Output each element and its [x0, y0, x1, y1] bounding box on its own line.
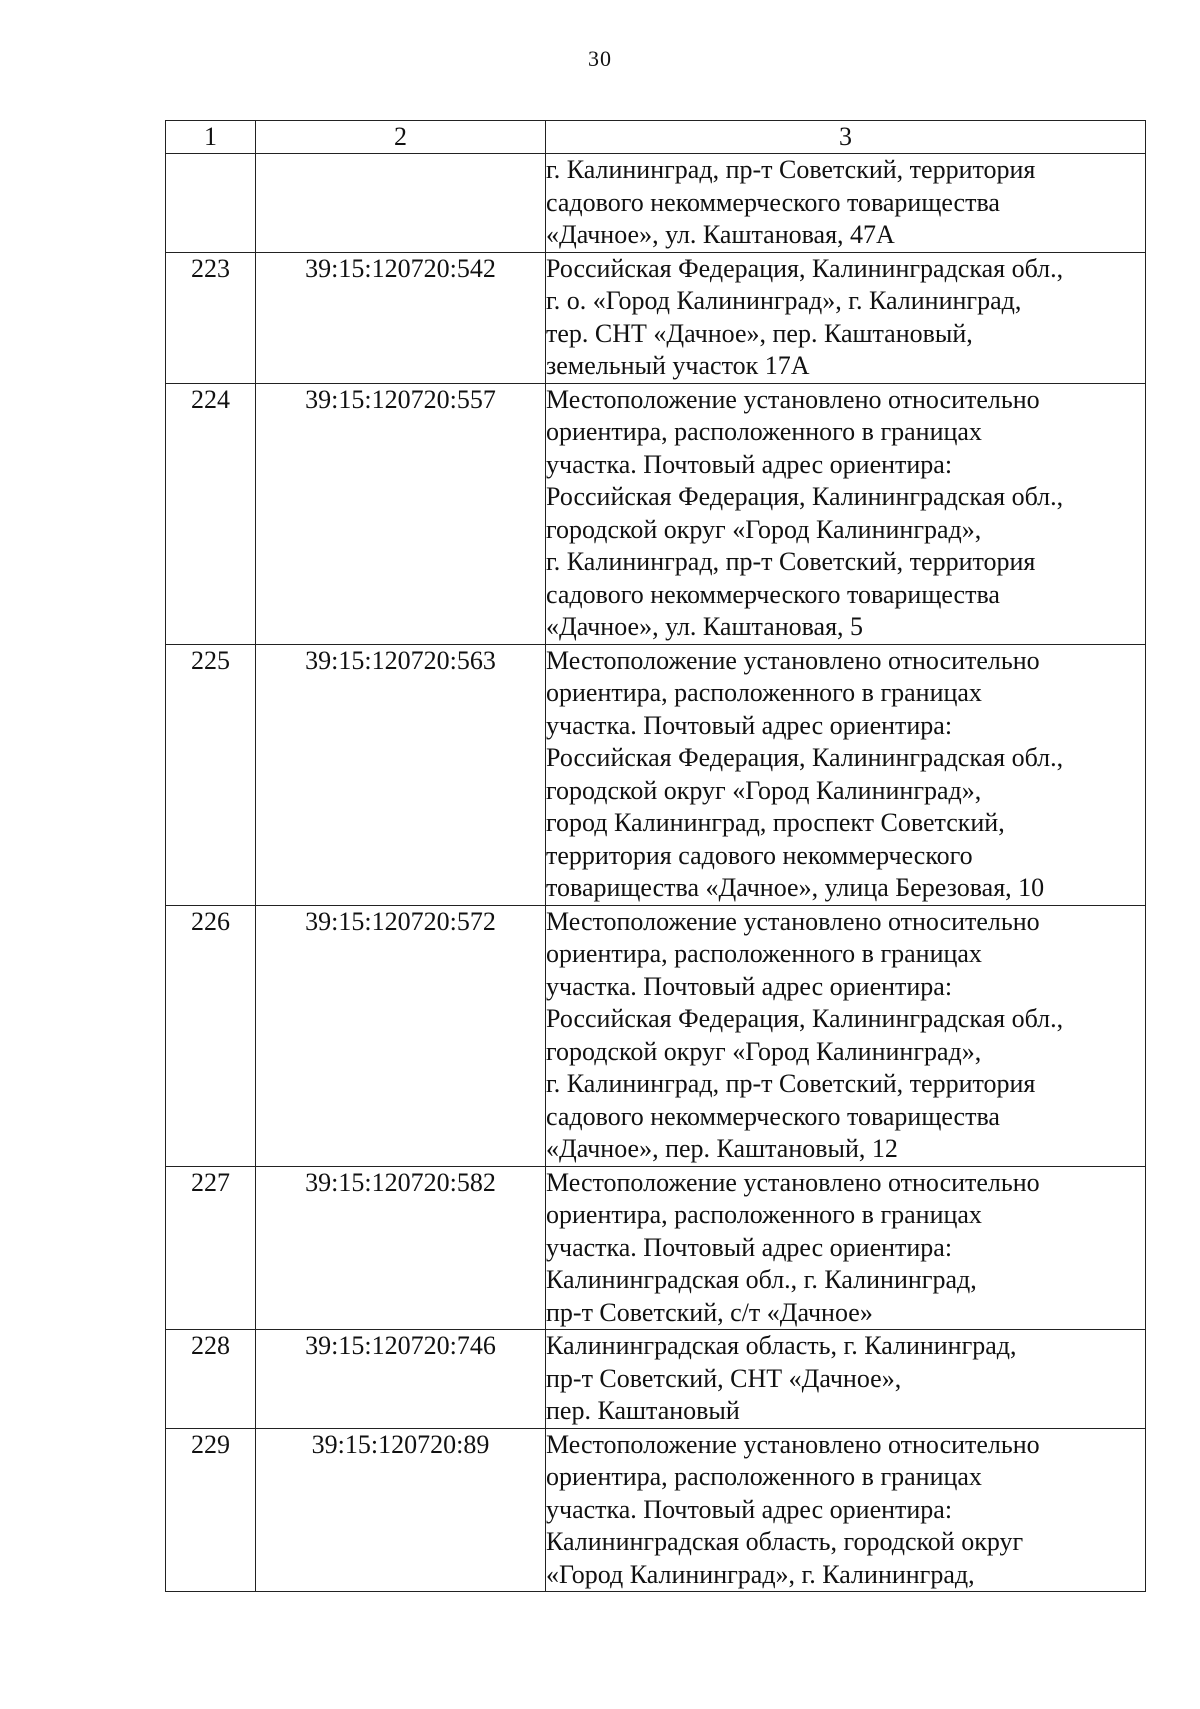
cadastral-number: 39:15:120720:557 [256, 383, 546, 644]
cadastral-number: 39:15:120720:563 [256, 644, 546, 905]
address-line: г. Калининград, пр-т Советский, территория [546, 547, 1036, 576]
row-number: 227 [166, 1166, 256, 1330]
address-cell [546, 905, 1146, 1166]
address-line: Российская Федерация, Калининградская обл., [546, 1004, 1064, 1033]
address-line: пр-т Советский, с/т «Дачное» [546, 1297, 873, 1327]
address-line: г. о. «Город Калининград», г. Калининград, [546, 286, 1022, 315]
cadastral-number [256, 154, 546, 253]
address-line: участка. Почтовый адрес ориентира: [546, 971, 953, 1001]
address-line: Местоположение установлено относительно [546, 906, 1040, 936]
table-row [166, 383, 1146, 644]
cadastral-number: 39:15:120720:542 [256, 252, 546, 383]
address-line: г. Калининград, пр-т Советский, территория [546, 155, 1036, 184]
address-cell [546, 1330, 1146, 1429]
address-line: Калининградская область, г. Калининград, [546, 1331, 1017, 1360]
address-line: садового некоммерческого товарищества [546, 187, 1000, 217]
address-line: пр-т Советский, СНТ «Дачное», [546, 1363, 902, 1393]
row-number [166, 154, 256, 253]
address-line: г. Калининград, пр-т Советский, территория [546, 1069, 1036, 1098]
address-line: товарищества «Дачное», улица Березовая, 10 [546, 873, 1045, 902]
address-line: ориентира, расположенного в границах [546, 1200, 982, 1229]
address-line: Российская Федерация, Калининградская обл., [546, 482, 1064, 511]
address-cell [546, 252, 1146, 383]
address-line: городской округ «Город Калининград», [546, 775, 982, 805]
address-cell [546, 1166, 1146, 1330]
address-cell [546, 383, 1146, 644]
cadastral-number: 39:15:120720:572 [256, 905, 546, 1166]
address-line: городской округ «Город Калининград», [546, 514, 982, 544]
address-line: «Город Калининград», г. Калининград, [546, 1559, 975, 1589]
table-row [166, 644, 1146, 905]
address-line: «Дачное», пер. Каштановый, 12 [546, 1134, 898, 1163]
land-plots-table [165, 120, 1146, 1592]
table-row [166, 1166, 1146, 1330]
address-line: «Дачное», ул. Каштановая, 47А [546, 220, 895, 249]
row-number: 225 [166, 644, 256, 905]
column-number-row [166, 121, 1146, 154]
address-line: Местоположение установлено относительно [546, 384, 1040, 414]
address-line: «Дачное», ул. Каштановая, 5 [546, 612, 864, 641]
address-line: пер. Каштановый [546, 1396, 740, 1425]
address-line: Российская Федерация, Калининградская обл., [546, 743, 1064, 772]
address-line: ориентира, расположенного в границах [546, 1462, 982, 1491]
table-body [166, 154, 1146, 1592]
row-number: 229 [166, 1428, 256, 1592]
address-line: садового некоммерческого товарищества [546, 1101, 1000, 1131]
address-line: Местоположение установлено относительно [546, 1429, 1040, 1459]
cadastral-number: 39:15:120720:582 [256, 1166, 546, 1330]
address-line: Местоположение установлено относительно [546, 645, 1040, 675]
row-number: 223 [166, 252, 256, 383]
table-row [166, 154, 1146, 253]
address-line: садового некоммерческого товарищества [546, 579, 1000, 609]
address-line: участка. Почтовый адрес ориентира: [546, 710, 953, 740]
column-header-2: 2 [256, 121, 546, 154]
address-cell [546, 644, 1146, 905]
address-line: участка. Почтовый адрес ориентира: [546, 449, 953, 479]
address-line: участка. Почтовый адрес ориентира: [546, 1232, 953, 1262]
address-cell [546, 1428, 1146, 1592]
address-line: территория садового некоммерческого [546, 840, 973, 870]
row-number: 226 [166, 905, 256, 1166]
page-number: 30 [588, 46, 612, 71]
address-cell [546, 154, 1146, 253]
cadastral-number: 39:15:120720:89 [256, 1428, 546, 1592]
address-line: ориентира, расположенного в границах [546, 939, 982, 968]
row-number: 228 [166, 1330, 256, 1429]
address-line: ориентира, расположенного в границах [546, 417, 982, 446]
address-line: тер. СНТ «Дачное», пер. Каштановый, [546, 318, 973, 348]
address-line: земельный участок 17А [546, 351, 810, 380]
table-row [166, 1428, 1146, 1592]
address-line: Калининградская обл., г. Калининград, [546, 1265, 977, 1294]
address-line: Российская Федерация, Калининградская обл., [546, 253, 1064, 283]
address-line: Калининградская область, городской округ [546, 1527, 1024, 1556]
address-line: ориентира, расположенного в границах [546, 678, 982, 707]
address-line: Местоположение установлено относительно [546, 1167, 1040, 1197]
column-header-1: 1 [166, 121, 256, 154]
table-row [166, 905, 1146, 1166]
cadastral-number: 39:15:120720:746 [256, 1330, 546, 1429]
address-line: город Калининград, проспект Советский, [546, 808, 1005, 837]
row-number: 224 [166, 383, 256, 644]
address-line: городской округ «Город Калининград», [546, 1036, 982, 1066]
address-line: участка. Почтовый адрес ориентира: [546, 1494, 953, 1524]
table-row [166, 252, 1146, 383]
table-row [166, 1330, 1146, 1429]
column-header-3: 3 [546, 121, 1146, 154]
